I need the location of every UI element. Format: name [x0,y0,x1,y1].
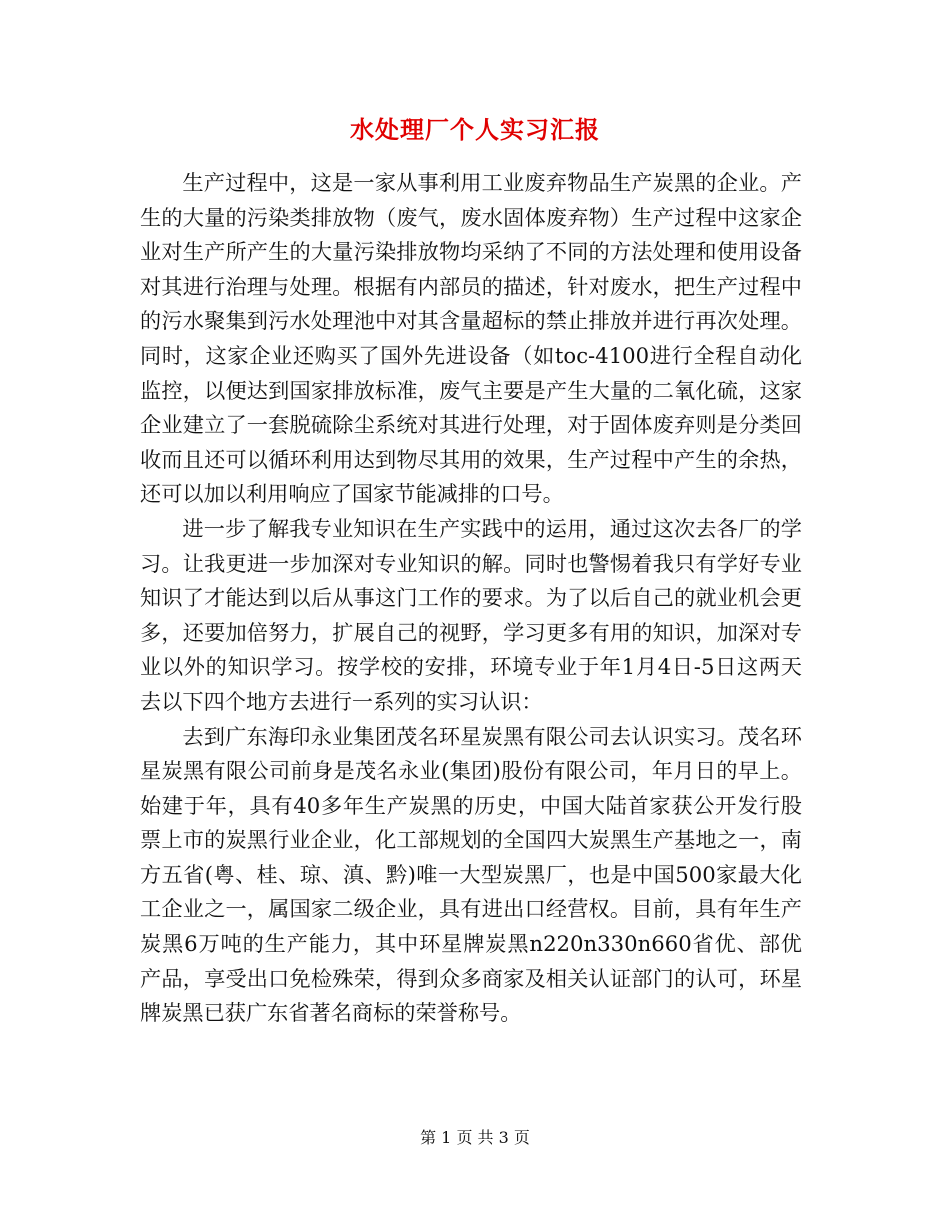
page-number-footer: 第 1 页 共 3 页 [420,1128,530,1147]
paragraph-2: 进一步了解我专业知识在生产实践中的运用，通过这次去各厂的学习。让我更进一步加深对专业知识的解。同时也警惕着我只有学好专业知识了才能达到以后从事这门工作的要求。为了以后自己的就业机会更多，还要加倍努力，扩展自己的视野，学习更多有用的知识，加深对专业以外的知识学习。按学校的安排，环境专业于年1月4日-5日这两天去以下四个地方去进行一系列的实习认识： [140,515,802,714]
document-body [140,166,802,1031]
paragraph-1: 生产过程中，这是一家从事利用工业废弃物品生产炭黑的企业。产生的大量的污染类排放物（废气，废水固体废弃物）生产过程中这家企业对生产所产生的大量污染排放物均采纳了不同的方法处理和使用设备对其进行治理与处理。根据有内部员的描述，针对废水，把生产过程中的污水聚集到污水处理池中对其含量超标的禁止排放并进行再次处理。同时，这家企业还购买了国外先进设备（如toc-4100进行全程自动化监控，以便达到国家排放标准，废气主要是产生大量的二氧化硫，这家企业建立了一套脱硫除尘系统对其进行处理，对于固体废弃则是分类回收而且还可以循环利用达到物尽其用的效果，生产过程中产生的余热，还可以加以利用响应了国家节能减排的口号。 [140,170,802,507]
page-title: 水处理厂个人实习汇报 [350,115,600,144]
paragraph-3: 去到广东海印永业集团茂名环星炭黑有限公司去认识实习。茂名环星炭黑有限公司前身是茂名永业(集团)股份有限公司，年月日的早上。始建于年，具有40多年生产炭黑的历史，中国大陆首家获公开发行股票上市的炭黑行业企业，化工部规划的全国四大炭黑生产基地之一，南方五省(粤、桂、琼、滇、黔)唯一大型炭黑厂，也是中国500家最大化工企业之一，属国家二级企业，具有进出口经营权。目前，具有年生产炭黑6万吨的生产能力，其中环星牌炭黑n220n330n660省优、部优产品，享受出口免检殊荣，得到众多商家及相关认证部门的认可，环星牌炭黑已获广东省著名商标的荣誉称号。 [140,723,802,1026]
